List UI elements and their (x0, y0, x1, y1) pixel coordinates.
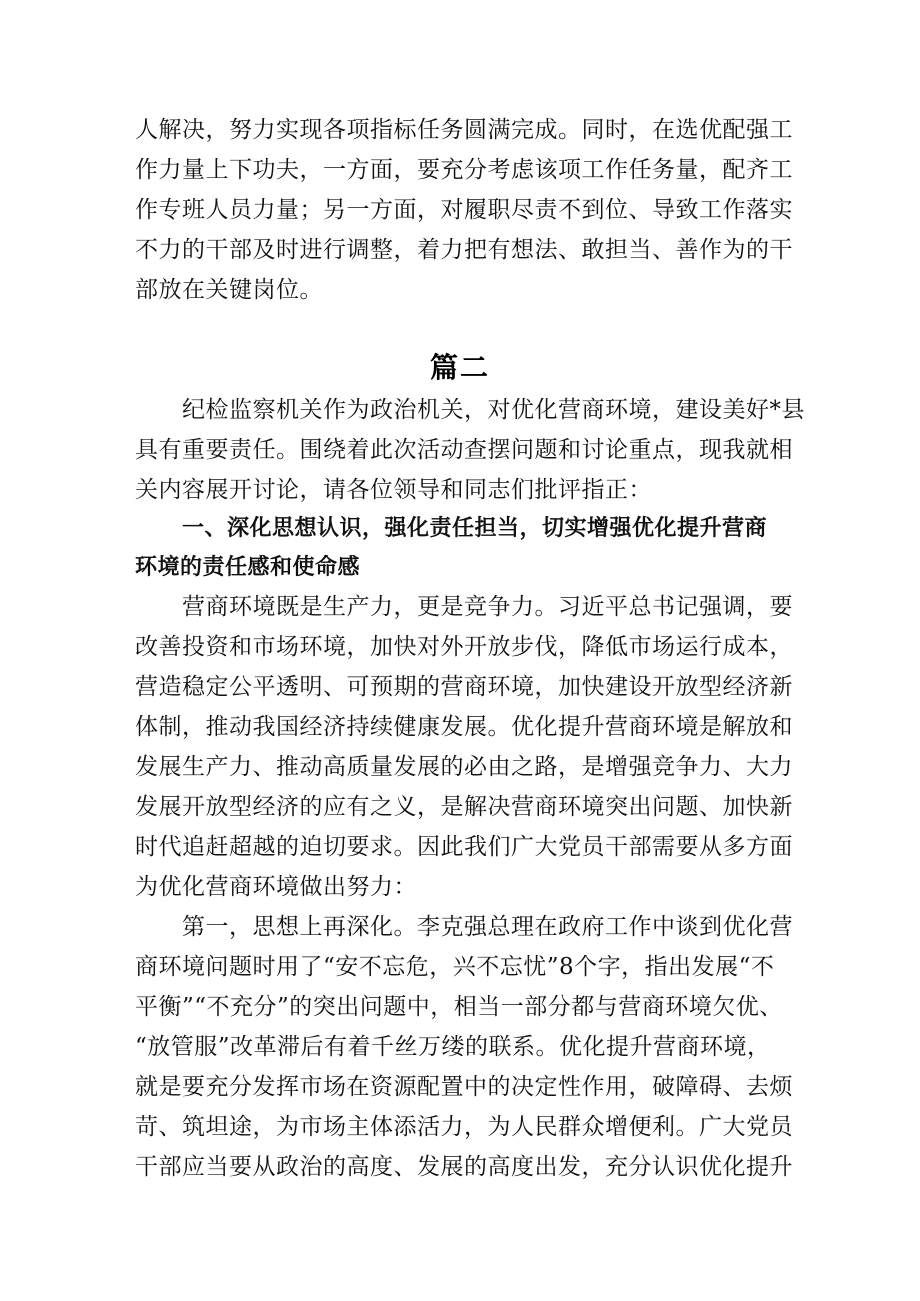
section-heading: 篇二 (429, 351, 490, 384)
text-line: 营造稳定公平透明、可预期的营商环境，加快建设开放型经济新 (135, 674, 793, 700)
subheading-line: 一、深化思想认识，强化责任担当，切实增强优化提升营商 (182, 516, 768, 541)
text-line: 人解决，努力实现各项指标任务圆满完成。同时，在选优配强工 (135, 117, 793, 143)
text-line: 为优化营商环境做出努力： (135, 874, 417, 900)
text-line: 关内容展开讨论，请各位领导和同志们批评指正： (135, 477, 652, 503)
subheading-line: 环境的责任感和使命感 (135, 555, 361, 580)
text-line: “放管服”改革滞后有着千丝万缕的联系。优化提升营商环境， (135, 1034, 771, 1060)
text-line: 时代追赶超越的迫切要求。因此我们广大党员干部需要从多方面 (135, 834, 793, 860)
text-line: 就是要充分发挥市场在资源配置中的决定性作用，破障碍、去烦 (135, 1074, 793, 1100)
text-line: 作专班人员力量；另一方面，对履职尽责不到位、导致工作落实 (135, 197, 793, 223)
text-line: 纪检监察机关作为政治机关，对优化营商环境，建设美好*县 (182, 397, 805, 423)
text-line: 干部应当要从政治的高度、发展的高度出发，充分认识优化提升 (135, 1154, 793, 1180)
text-line: 平衡”“不充分”的突出问题中，相当一部分都与营商环境欠优、 (135, 994, 783, 1020)
text-line: 不力的干部及时进行调整，着力把有想法、敢担当、善作为的干 (135, 237, 793, 263)
text-line: 改善投资和市场环境，加快对外开放步伐，降低市场运行成本， (135, 634, 793, 660)
text-line: 部放在关键岗位。 (135, 277, 323, 303)
text-line: 作力量上下功夫，一方面，要充分考虑该项工作任务量，配齐工 (135, 157, 793, 183)
text-line: 发展生产力、推动高质量发展的必由之路，是增强竞争力、大力 (135, 754, 793, 780)
text-line: 发展开放型经济的应有之义，是解决营商环境突出问题、加快新 (135, 794, 793, 820)
text-line: 营商环境既是生产力，更是竞争力。习近平总书记强调，要 (182, 594, 793, 620)
text-line: 第一，思想上再深化。李克强总理在政府工作中谈到优化营 (182, 914, 793, 940)
text-line: 商环境问题时用了“安不忘危，兴不忘忧”8个字，指出发展“不 (135, 954, 775, 980)
text-line: 体制，推动我国经济持续健康发展。优化提升营商环境是解放和 (135, 714, 793, 740)
text-line: 苛、筑坦途，为市场主体添活力，为人民群众增便利。广大党员 (135, 1114, 793, 1140)
text-line: 具有重要责任。围绕着此次活动查摆问题和讨论重点，现我就相 (135, 437, 793, 463)
